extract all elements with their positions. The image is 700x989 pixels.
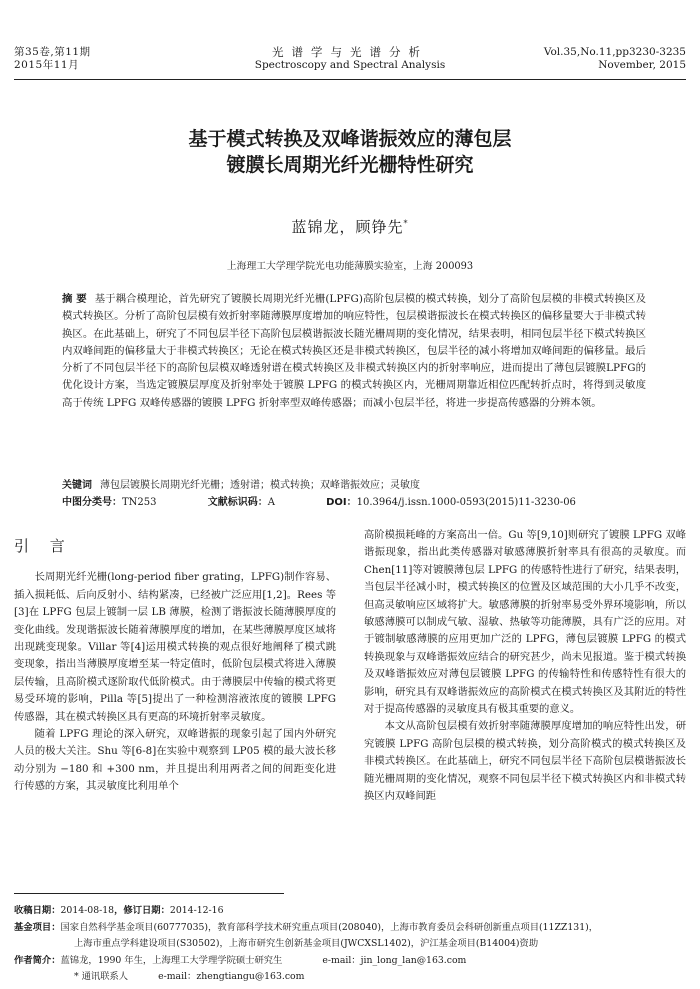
header-right [544,46,686,72]
volume-cn: 第35卷,第11期 [14,46,91,58]
keywords-label: 关键词 [62,480,92,491]
keywords-block [62,477,646,511]
journal-name-en: Spectroscopy and Spectral Analysis [254,59,446,71]
fund-text-1: 国家自然科学基金项目(60777035)，教育部科学技术研究重点项目(208040)，上海市教育委员会科研创新重点项目(11ZZ131)， [60,921,599,933]
intro-paragraph-2: 随着 LPFG 理论的深入研究，双峰谐振的现象引起了国内外研究人员的极大关注。Shu 等[6-8]在实验中观察到 LP05 模的最大波长移动分别为 −180 和 +300 nm，并且提出利用两者之间的间距变化进行传感的方案，其灵敏度比利用单个 [14,728,336,793]
author-list [0,216,700,237]
received-label: 收稿日期： [14,905,61,916]
fund-label: 基金项目： [14,921,61,933]
header-rule [14,79,686,80]
clc-label: 中图分类号： [62,497,122,508]
corresponding-mark: * [403,219,409,228]
keywords-row [62,477,646,494]
right-column [364,527,686,806]
title-line-1: 基于模式转换及双峰谐振效应的薄包层 [188,128,512,150]
revised-label: ，修订日期： [114,905,170,916]
abstract [62,291,646,412]
correspondence-line [14,969,686,986]
clc-code: TN253 [122,497,157,508]
author-names: 蓝锦龙，顾铮 [291,218,388,236]
date-cn: 2015年11月 [14,59,80,71]
volume-en: Vol.35,No.11,pp3230-3235 [543,46,686,58]
bio-label: 作者简介： [14,954,61,966]
footnote-rule [14,893,284,894]
bio-email: e-mail：jin_long_lan@163.com [322,954,467,966]
bio-text: 蓝锦龙，1990 年生，上海理工大学理学院硕士研究生 [60,954,283,966]
correspondence-email: e-mail：zhengtiangu@163.com [158,971,305,982]
received-date: 2014-08-18 [60,905,115,916]
intro-paragraph-1: 长周期光纤光栅(long-period fiber grating，LPFG)制作容易、插入损耗低、后向反射小、结构紧凑，已经被广泛应用[1,2]。Rees 等[3]在 LPFG 包层上镀制一层 LB 薄膜，检测了谐振波长随薄膜厚度的变化曲线。发现谐振波长随着薄膜厚度的增加，在某些薄膜厚度区域将出现跳变现象。Villar 等[4]运用模式转换的观点很好地阐释了模式跳变现象，指出当薄膜厚度增至某一特定值时，低阶包层模式将进入薄膜层传输，且高阶模式逐阶取代低阶模式。由于薄膜层中传输的模式将更易受环境的影响，Pilla 等[5]提出了一种检测溶液浓度的镀膜 LPFG 传感器，其在模式转换区具有更高的环境折射率灵敏度。 [14,571,336,723]
received-line [14,903,686,920]
section-heading-introduction: 引 言 [14,537,73,555]
doc-code-label: 文献标识码： [207,497,268,508]
keywords-text: 薄包层镀膜长周期光纤光栅；透射谱；模式转换；双峰谐振效应；灵敏度 [100,480,420,491]
paper-title [0,126,700,178]
affiliation: 上海理工大学理学院光电功能薄膜实验室，上海 200093 [226,261,474,272]
bio-line [14,953,686,970]
revised-date: 2014-12-16 [169,905,224,916]
author-last-char: 先 [387,218,404,236]
doi-label: DOI： [326,497,357,508]
abstract-label: 摘 要 [62,293,87,305]
running-header [14,46,686,76]
doi-value: 10.3964/j.issn.1000-0593(2015)11-3230-06 [356,497,576,508]
intro-paragraph-4: 本文从高阶包层模有效折射率随薄膜厚度增加的响应特性出发，研究镀膜 LPFG 高阶包层模的模式转换，划分高阶模式的模式转换区及非模式转换区。在此基础上，研究不同包层半径下高阶包层模谐振波长随光栅周期的变化情况，观察不同包层半径下模式转换区内和非模式转换区内双峰间距 [364,720,686,803]
footnotes [14,903,686,986]
date-en: November, 2015 [598,59,686,71]
left-column [14,528,336,796]
classification-row [62,494,646,511]
intro-paragraph-3: 高阶模损耗峰的方案高出一倍。Gu 等[9,10]则研究了镀膜 LPFG 双峰谐振现象，指出此类传感器对敏感薄膜折射率具有很高的灵敏度。而 Chen[11]等对镀膜薄包层 LPFG 的传感特性进行了研究，结果表明，当包层半径减小时，模式转换区的位置及区域范围的大小几乎不改变，但高灵敏响应区域将扩大。敏感薄膜的折射率易受外界环境影响，所以敏感薄膜可以制成气敏、湿敏、热敏等功能薄膜，具有广泛的应用。对于镀制敏感薄膜的应用更加广泛的 LPFG，薄包层镀膜 LPFG 的模式转换现象与双峰谐振效应结合的研究甚少，尚未见报道。鉴于模式转换及双峰谐振效应对薄包层镀膜 LPFG 的传输特性和传感特性有很大的影响，研究具有双峰谐振效应的高阶模式在模式转换区及其附近的特性对于提高传感器的灵敏度具有极其重要的意义。 [364,529,686,716]
fund-text-2: 上海市重点学科建设项目(S30502)，上海市研究生创新基金项目(JWCXSL1402)，沪江基金项目(B14004)资助 [74,938,539,949]
title-line-2: 镀膜长周期光纤光栅特性研究 [226,154,474,176]
doc-code: A [267,497,275,508]
journal-name-cn: 光谱学与光谱分析 [272,45,428,59]
correspondence-label: * 通讯联系人 [74,971,129,982]
fund-line-1 [14,920,686,937]
abstract-text: 基于耦合模理论，首先研究了镀膜长周期光纤光栅(LPFG)高阶包层模的模式转换，划分了高阶包层模的非模式转换区及模式转换区。分析了高阶包层模有效折射率随薄膜厚度增加的响应特性，包层模谐振波长在模式转换区的偏移量要大于非模式转换区。在此基础上，研究了不同包层半径下高阶包层模谐振波长随光栅周期的变化情况，结果表明，相同包层半径下模式转换区内双峰间距的偏移量大于非模式转换区；无论在模式转换区还是非模式转换区，包层半径的减小将增加双峰间距的偏移量。最后分析了不同包层半径下的高阶包层模双峰透射谱在模式转换区及非模式转换区内的折射率响应，进而提出了薄包层镀膜LPFG的优化设计方案，当选定镀膜层厚度及折射率处于镀膜 LPFG 的模式转换区内，光栅周期靠近相位匹配转折点时，将得到灵敏度高于传统 LPFG 双峰传感器的镀膜 LPFG 折射率型双峰传感器；而减小包层半径，将进一步提高传感器的分辨本领。 [62,293,646,409]
